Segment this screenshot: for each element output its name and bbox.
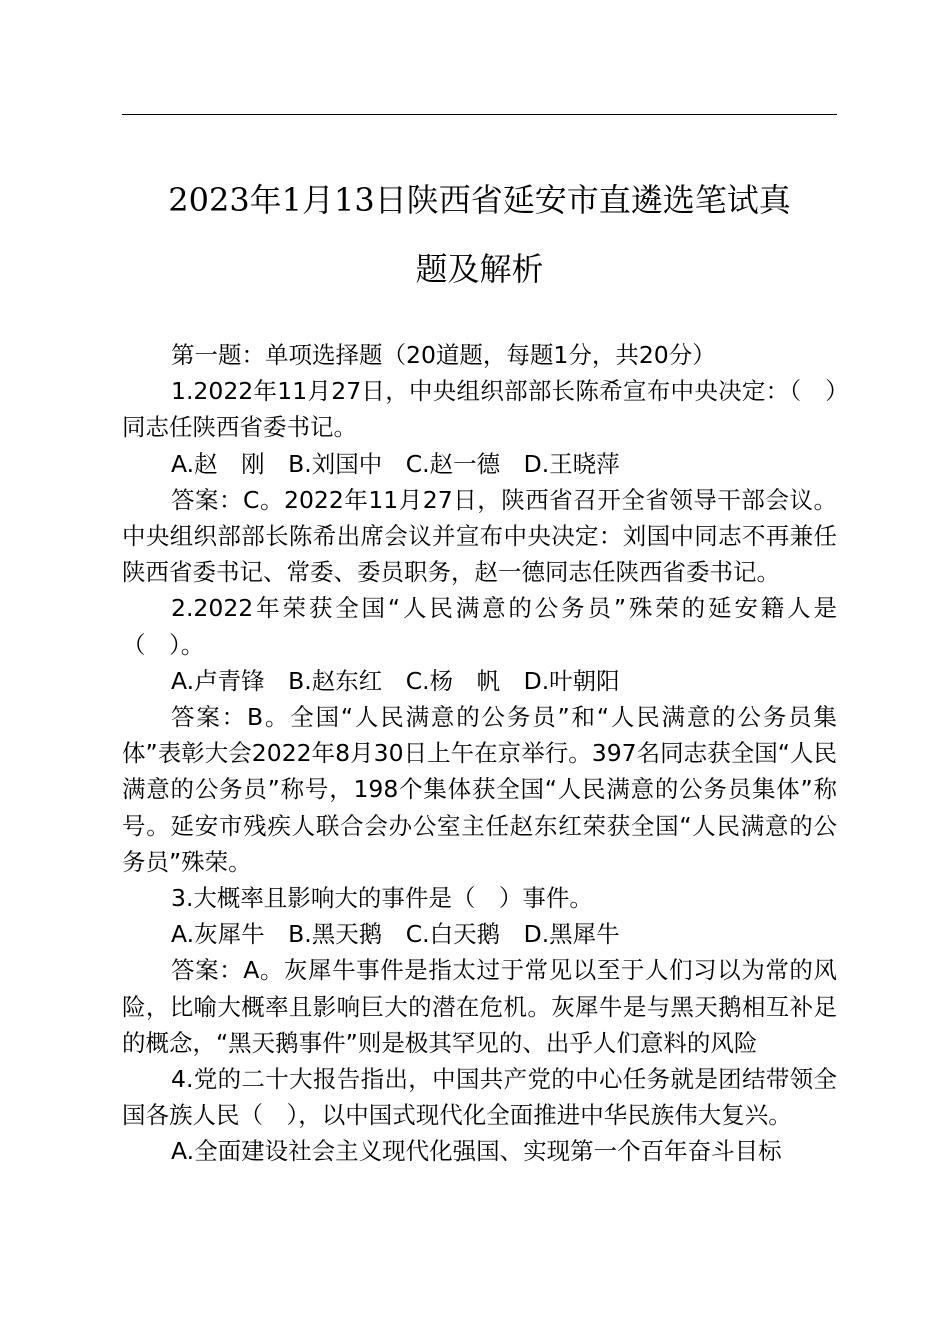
question-1-stem: 1.2022年11月27日，中央组织部部长陈希宣布中央决定：（ ）同志任陕西省委书记。 xyxy=(122,377,837,442)
question-4-option-a: A.全面建设社会主义现代化强国、实现第一个百年奋斗目标 xyxy=(171,1137,782,1166)
document-body xyxy=(122,337,837,1170)
question-1-answer: 答案：C。2022年11月27日，陕西省召开全省领导干部会议。中央组织部部长陈希出席会议并宣布中央决定：刘国中同志不再兼任陕西省委书记、常委、委员职务，赵一德同志任陕西省委书记。 xyxy=(122,485,837,587)
document-title-line-2: 题及解析 xyxy=(415,250,544,288)
question-2-stem: 2.2022年荣获全国“人民满意的公务员”殊荣的延安籍人是（ ）。 xyxy=(122,594,837,659)
document-title-line-1: 2023年1月13日陕西省延安市直遴选笔试真 xyxy=(168,181,791,219)
question-1-options: A.赵 刚 B.刘国中 C.赵一德 D.王晓萍 xyxy=(171,449,620,478)
question-3-answer: 答案：A。灰犀牛事件是指太过于常见以至于人们习以为常的风险，比喻大概率且影响巨大的潜在危机。灰犀牛是与黑天鹅相互补足的概念，“黑天鹅事件”则是极其罕见的、出乎人们意料的风险 xyxy=(122,956,837,1057)
question-2-answer: 答案：B。全国“人民满意的公务员”和“人民满意的公务员集体”表彰大会2022年8月30日上午在京举行。397名同志获全国“人民满意的公务员”称号，198个集体获全国“人民满意的公务员集体”称号。延安市残疾人联合会办公室主任赵东红荣获全国“人民满意的公务员”殊荣。 xyxy=(122,703,837,876)
question-3-stem: 3.大概率且影响大的事件是（ ）事件。 xyxy=(171,884,593,913)
header-rule xyxy=(122,114,837,115)
section-heading: 第一题：单项选择题（20道题，每题1分，共20分） xyxy=(171,341,716,369)
question-3-options: A.灰犀牛 B.黑天鹅 C.白天鹅 D.黑犀牛 xyxy=(171,920,620,949)
question-4-stem: 4.党的二十大报告指出，中国共产党的中心任务就是团结带领全国各族人民（ ），以中国式现代化全面推进中华民族伟大复兴。 xyxy=(122,1065,837,1130)
question-2-options: A.卢青锋 B.赵东红 C.杨 帆 D.叶朝阳 xyxy=(171,666,620,695)
